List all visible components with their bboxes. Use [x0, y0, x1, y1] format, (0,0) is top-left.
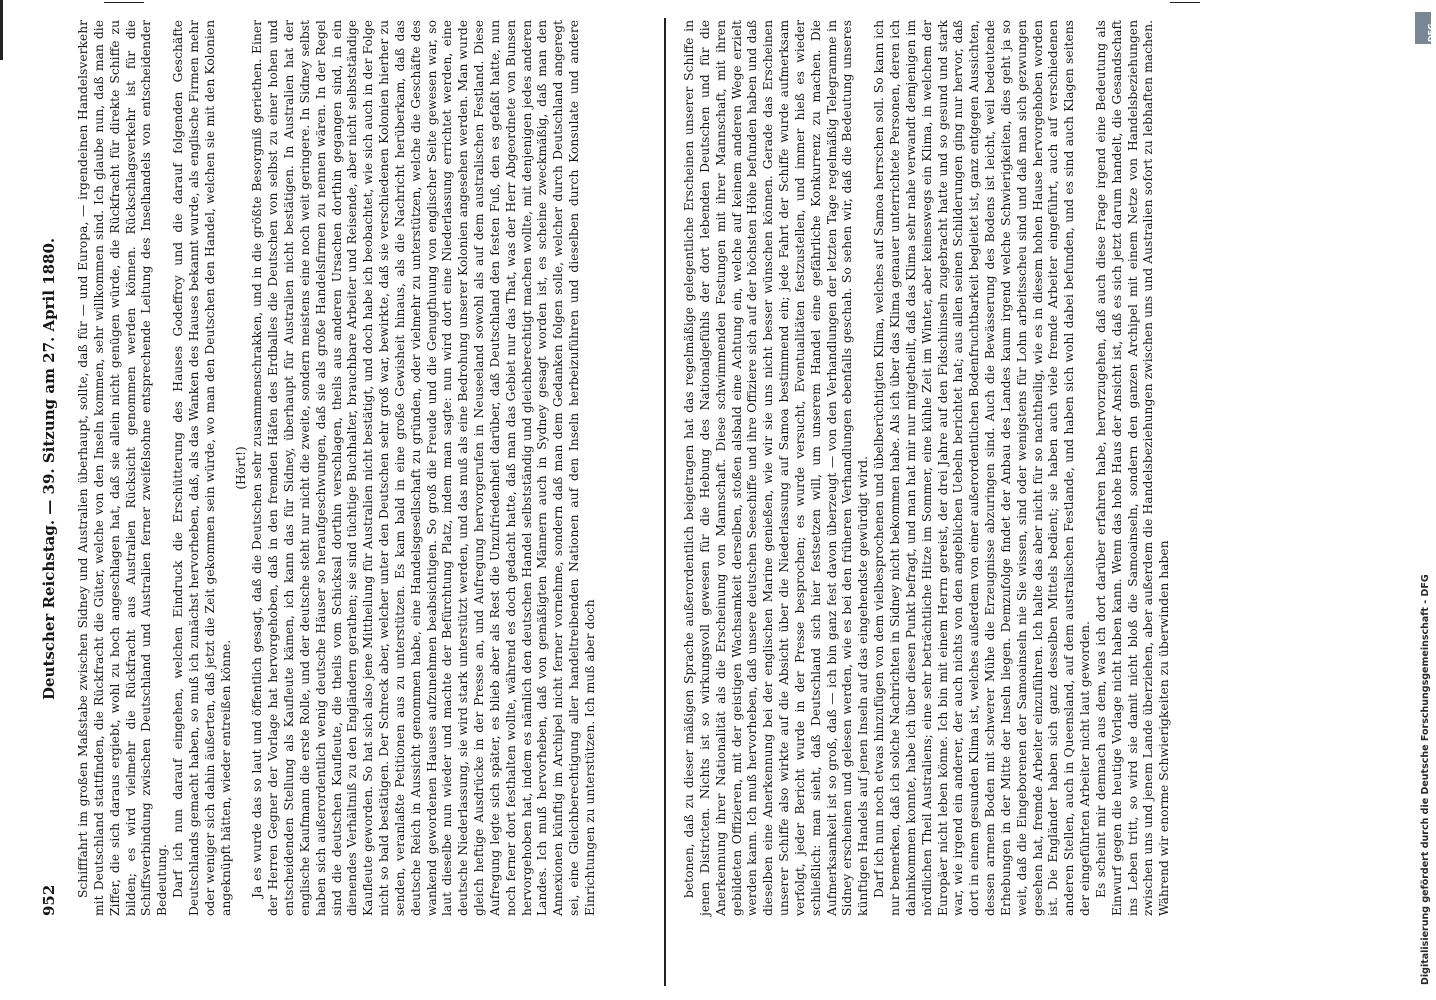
page-title: Deutscher Reichstag. — 39. Sitzung am 27. April 1880. — [40, 237, 58, 700]
paragraph: Es scheint mir demnach aus dem, was ich dort darüber erfahren habe, hervorzugehen, daß auch diese Frage irgend eine Bedeutung als Einwurf gegen die heutige Vorlage nicht haben kann. Wenn das hohe Haus der Ansicht ist, daß es sich jetzt darum handelt, die Gesandschaft ins Leben tritt, so wird sie damit nicht bloß die Samoainseln, sondern den ganzen Archipel mit einem Netze von Handelsbeziehungen zwischen uns und jenem Lande überziehen, aber außerdem die Handelsbeziehungen zwischen uns und Australien sofort zu lebhaften machen. Während wir enorme Schwierigkeiten zu überwinden haben — [1093, 20, 1172, 916]
text-column-right — [682, 20, 1322, 916]
paragraph: Ja es wurde das so laut und öffentlich gesagt, daß die Deutschen sehr zusammenschrakken, und in die größte Besorgniß geriethen. Einer der Herren Gegner der Vorlage hat hervorgehoben, daß in den fremden Häfen des Erdballes die Deutschen von selbst zu einer hohen und entscheidenden Stellung als Kaufleute kämen, ich kann das für Sidney, überhaupt für Australien nicht bestätigen. In Australien hat der englische Kaufmann die erste Rolle, und der deutsche steht nur nicht die zweite, sondern meistens eine noch weit geringere. In Sidney selbst haben sich außerordentlich wenig deutsche Häuser so heraufgeschwungen, daß sie als große Handelsfirmen zu nennen wären. In der Regel sind die deutschen Kaufleute, die theils vom Schicksal dorthin verschlagen, theils aus anderen Ursachen dorthin gegangen sind, in ein dienendes Verhältniß zu den Engländern gerathen; sie sind tüchtige Buchhalter, brauchbare Arbeiter und Reisende, aber nicht selbstständige Kaufleute geworden. So hat sich also jene Mittheilung für Australien nicht bestätigt, und doch habe ich beobachtet, wie sich auch in der Folge nicht so bald bestätigen. Der Schreck aber, welcher unter den Deutschen sehr groß war, bewirkte, daß sie verschiedenen Kolonien hierher zu senden, veranlaßte Petitionen aus zu unterstützen. Es kam bald in eine große Gewisheit hinaus, als die Nachricht herüberkam, daß das deutsche Reich in Aussicht genommen habe, eine Handelsgesellschaft zu gründen, oder vielmehr zu unterstützen, welche die Geschäfte des wankend gewordenen Hauses aufzunehmen beabsichtigen. So groß die Freude und die Genugthuung von englischer Seite gewesen war, so laut dieselbe nun wieder und machte der Befürchtung Platz, indem man sagte: nun wird dort eine Niederlassung errichtet werden, eine deutsche Niederlassung, sie wird stark unterstützt werden, und das muß als eine Bedrohung unserer Kolonien angesehen werden. Man wurde gleich heftige Ausdrücke in der Presse an, und Aufregung hervorgerufen in Neuseeland sowohl als auf dem australischen Festland. Diese Aufregung legte sich später, es blieb aber als Rest die Unzufriedenheit darüber, daß Deutschland den festen Fuß, den es gefaßt hatte, nun noch ferner dort festhalten wollte, während es doch gedacht hatte, daß man das Gebiet nur das That, was der Herr Abgeordnete von Bunsen hervorgehoben hat, indem es nämlich den deutschen Handel selbstständig und gleichberechtigt machen wollte, mit denjenigen jedes anderen Landes. Ich muß hervorheben, daß von gemäßigten Männern auch in Sydney gesagt worden ist, es scheine zweckmäßig, daß man den Annexionen künftig im Archipel nicht ferner vornehme, sondern daß man dem Gedanken folgen solle, welcher durch Deutschland angeregt sei, eine Gleichberechtigung aller handeltreibenden Nationen auf den Inseln herbeizuführen und dieselben durch Konsulate und andere Einrichtungen zu unterstützen. Ich muß aber doch — [250, 20, 597, 916]
text-column-left — [76, 20, 676, 916]
scan-artifact — [104, 2, 144, 3]
paragraph: Darf ich nun darauf eingehen, welchen Eindruck die Erschütterung des Hauses Godeffroy und die darauf folgenden Geschäfte Deutschlands gemacht haben, so muß ich zunächst hervorheben, daß, als das Wanken des Hauses bekannt wurde, als englische Firmen mehr oder weniger sich dahin äußerten, daß jetzt die Zeit gekommen sein würde, wo man den Deutschen den Handel, welchen sie mit den Kolonien angeknüpft hätten, wieder entreißen könne. — [171, 20, 233, 916]
interjection: (Hört!) — [234, 446, 249, 490]
scan-artifact — [0, 0, 3, 60]
page-number: 952 — [40, 884, 58, 916]
dfg-logo-text: DFG — [1427, 23, 1436, 42]
column-divider — [664, 18, 666, 986]
scan-artifact — [1170, 2, 1200, 3]
paragraph: Schifffahrt im großen Maßstabe zwischen Sidney und Australien überhaupt, sollte, daß für — und Europa, — irgendeinen Handelsverkehr mit Deutschland stattfinden, die Rückfracht die Güter, welche von den Inseln kommen, sehr willkommen sind. Ich glaube nun, daß man die Ziffer, die sich daraus ergiebt, wohl zu hoch angeschlagen hat, daß sie allein nicht genügen würde, die Rückfracht für direkte Schiffe zu bilden; es wird vielmehr die Rückfracht aus Australien Rücksicht genommen werden können. Rückschlagsverkehr ist für die Schiffsverbindung zwischen Deutschland und Australien ferner zweifelsohne entsprechende Leitung des Inselhandels von entscheidender Bedeutung. — [76, 20, 170, 916]
paragraph: betonen, daß zu dieser mäßigen Sprache außerordentlich beigetragen hat das regelmäßige gelegentliche Erscheinen unserer Schiffe in jenen Districten. Nichts ist so wirkungsvoll gewesen für die Hebung des Nationalgefühls der dort lebenden Deutschen und für die Anerkennung ihrer Nationalität als die Erscheinung von Mannschaft. Diese schwimmenden Festungen mit ihrer Mannschaft, mit ihren gebildeten Offizieren, mit der geistigen Wachsamkeit derselben, stoßen alsbald eine Achtung ein, welche auf keinem anderen Wege erzielt werden kann. Ich muß hervorheben, daß unsere deutschen Seeschiffe und ihre Offiziere sich auf der höchsten Höhe befunden haben und daß dieselben eine Anerkennung bei der englischen Marine genießen, wie wir sie uns nicht besser wünschen können. Gerade das Erscheinen unserer Schiffe also wirkte auf die Absicht über die Niederlassung auf Samoa bestimmend ein; jede Fahrt der Schiffe wurde aufmerksam verfolgt, jeder Bericht wurde in der Presse besprochen; es wurde versucht, Eventualitäten festzustellen, und immer hieß es wieder schließlich: man sieht, daß Deutschland sich hier festsetzen will, um unserem Handel eine gefährliche Konkurrenz zu machen. Die Aufmerksamkeit ist so groß, daß — ich bin ganz fest davon überzeugt — von den Verhandlungen der letzten Tage regelmäßig Telegramme in Sidney erscheinen und gelesen werden, wie es bei den früheren Verhandlungen ebenfalls geschah. So sehen wir, daß die Bedeutung unseres künftigen Handels auf jenen Inseln auf das eingehendste gewürdigt wird. — [682, 20, 871, 916]
paragraph: Darf ich nun noch etwas hinzufügen von dem vielbesprochenen und übelberüchtigten Klima, welches auf Samoa herrschen soll. So kann ich nur bemerken, daß ich solche Nachrichten in Sidney nicht bekommen habe. Als ich über das Klima genauer unterrichtete Personen, deren ich dahinkommen konnte, habe ich über diesen Punkt befragt, und man hat mir nur mitgetheilt, daß das Klima sehr nahe verwandt demjenigen im nördlichen Theil Australiens; eine sehr beträchtliche Hitze im Sommer, eine kühle Zeit im Winter, aber keineswegs ein Klima, in welchem der Europäer nicht leben könne. Ich bin mit einem Herrn gereist, der drei Jahre auf den Fidschiinseln zugebracht hatte und so gesund und stark war, wie irgend ein anderer, der auch nichts von den angeblichen Uebeln berichtet hat; aus allen seinen Schilderungen ging nur hervor, daß dort in einem gesunden Klima ist, welches außerdem von einer außerordentlichen Bodenfruchtbarkeit begleitet ist, ganz entgegen Aussichten, dessen armem Boden mit schwerer Mühe die Erzeugnisse abzuringen sind. Auch die Bewässerung des Bodens ist leicht, weil bedeutende Erhebungen in der Mitte der Inseln liegen. Demzufolge findet der Anbau des Landes kaum irgend welche Schwierigkeiten, dies geht ja so weit, daß die Eingeborenen der Samoainseln nie Sie wissen, sind oder wenigstens für Lohn arbeitsscheu sind und daß man sich gezwungen gesehen hat, fremde Arbeiter einzuführen. Ich halte das aber nicht für so nachtheilig, wie es in diesem hohen Hause hervorgehoben worden ist. Die Engländer haben sich ganz desselben Mittels bedient; sie haben auch viele fremde Arbeiter eingeführt, auch auf verschiedenen anderen Stellen, auch in Queensland, auf dem australischen Festlande, und haben sich wohl dabei befunden, und es sind auch Klagen seitens der eingeführten Arbeiter nicht laut geworden. — [872, 20, 1093, 916]
dfg-logo — [1415, 12, 1436, 44]
digitization-credit: Digitalisierung gefördert durch die Deutsche Forschungsgemeinschaft - DFG — [1420, 574, 1431, 985]
